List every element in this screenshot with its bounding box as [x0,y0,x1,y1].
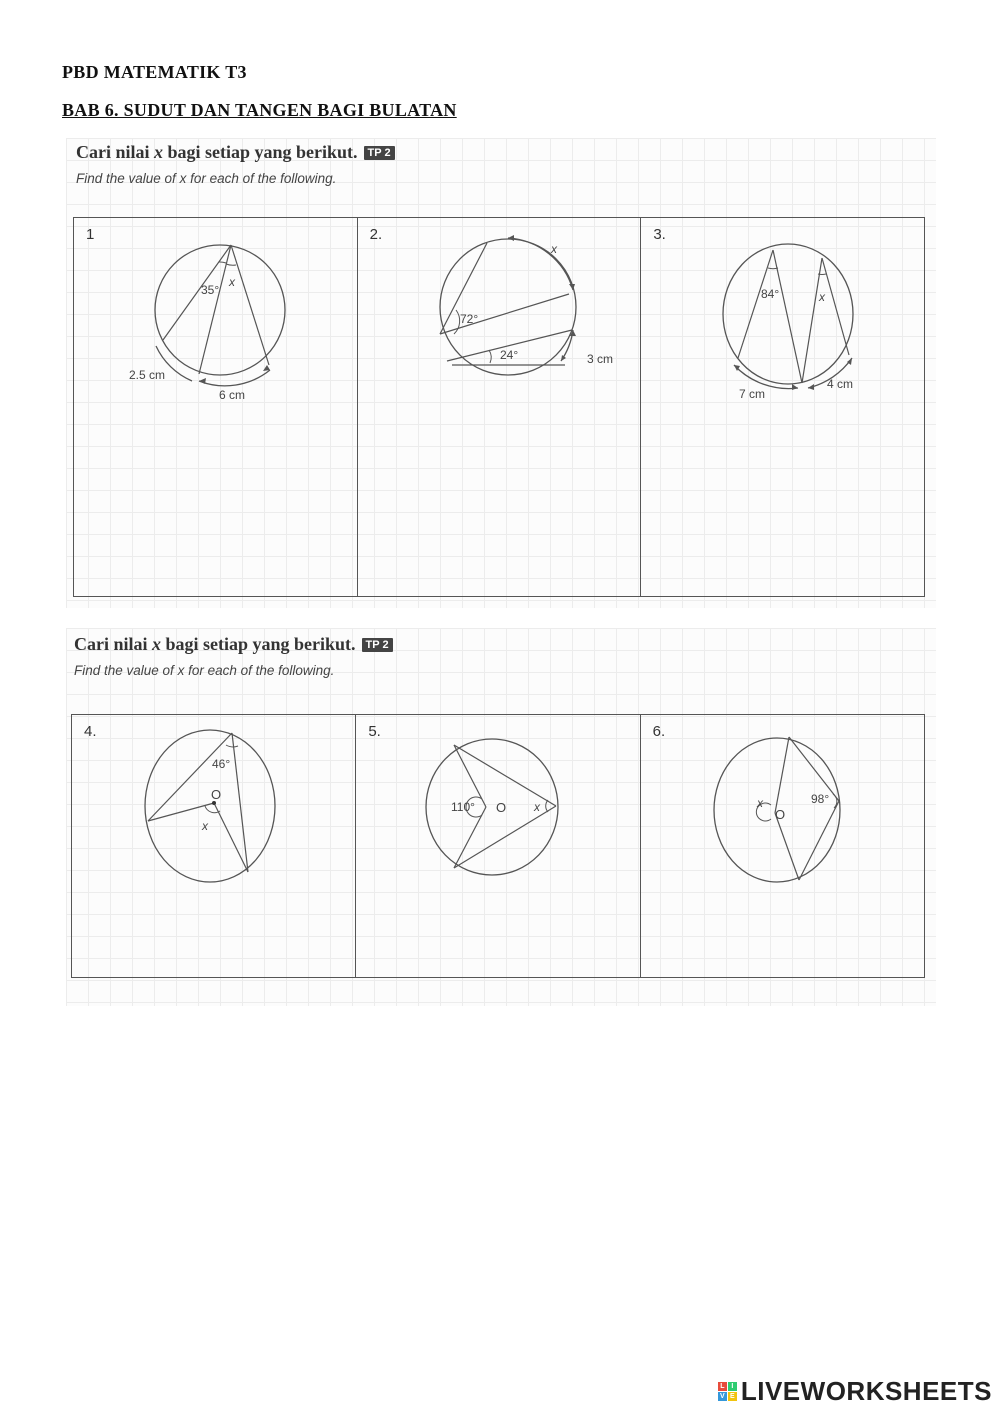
angle-label: 98° [810,792,829,806]
arc-length-label: 3 cm [586,352,613,366]
circle-diagram-2 [358,218,641,418]
circle-diagram-3 [641,218,924,418]
logo-text: LIVEWORKSHEETS [740,1376,992,1406]
instruction-title: Cari nilai x bagi setiap yang berikut. TP 2 [74,634,393,655]
arc-length-label: 2.5 cm [129,368,166,382]
logo-letter: E [728,1392,737,1401]
arc-length-label: 7 cm [739,387,766,401]
angle-label: 84° [761,287,780,301]
question-cell-3 [641,218,924,596]
document-title: PBD MATEMATIK T3 [62,62,247,82]
chapter-title: BAB 6. SUDUT DAN TANGEN BAGI BULATAN [62,100,457,120]
unknown-label: x [819,290,826,304]
circle-diagram-1 [74,218,357,418]
logo-letter: L [718,1382,727,1391]
centre-label: O [496,800,507,815]
logo-letter: V [718,1392,727,1401]
question-cell-5 [356,715,640,977]
question-cell-2 [358,218,642,596]
question-cell-1 [74,218,358,596]
angle-label: 35° [201,283,220,297]
question-number: 5. [368,723,381,740]
question-number: 4. [84,723,97,740]
instruction-title: Cari nilai x bagi setiap yang berikut. TP 2 [76,142,395,163]
question-table-1 [73,217,925,597]
instruction-block-1 [76,142,395,186]
liveworksheets-logo[interactable] [718,1376,992,1407]
question-number: 2. [369,226,383,243]
arc-length-label: 6 cm [219,388,246,402]
question-table-2 [71,714,925,978]
unknown-label: x [756,796,763,810]
angle-label: 72° [459,312,478,326]
question-cell-6 [641,715,924,977]
question-cell-4 [72,715,356,977]
centre-label: O [211,787,222,802]
unknown-label: x [534,800,541,814]
unknown-label: x [202,819,208,833]
circle-diagram-6 [641,715,924,915]
instruction-subtitle: Find the value of x for each of the following. [74,663,335,678]
angle-label: 24° [499,348,518,362]
instruction-block-2 [74,634,393,678]
liveworksheets-icon [718,1382,737,1401]
centre-label: O [774,807,785,822]
angle-label: 46° [212,757,231,771]
question-number: 1 [86,226,95,243]
unknown-label: x [229,275,235,289]
angle-label: 110° [451,800,476,814]
instruction-subtitle: Find the value of x for each of the following. [76,171,337,186]
tp-badge: TP 2 [362,638,393,652]
unknown-label: x [550,242,557,256]
question-number: 6. [652,723,666,740]
question-number: 3. [653,226,666,243]
circle-diagram-5 [356,715,639,915]
arc-length-label: 4 cm [827,377,854,391]
circle-diagram-4 [72,715,356,915]
tp-badge: TP 2 [364,146,395,160]
logo-letter: I [728,1382,737,1391]
